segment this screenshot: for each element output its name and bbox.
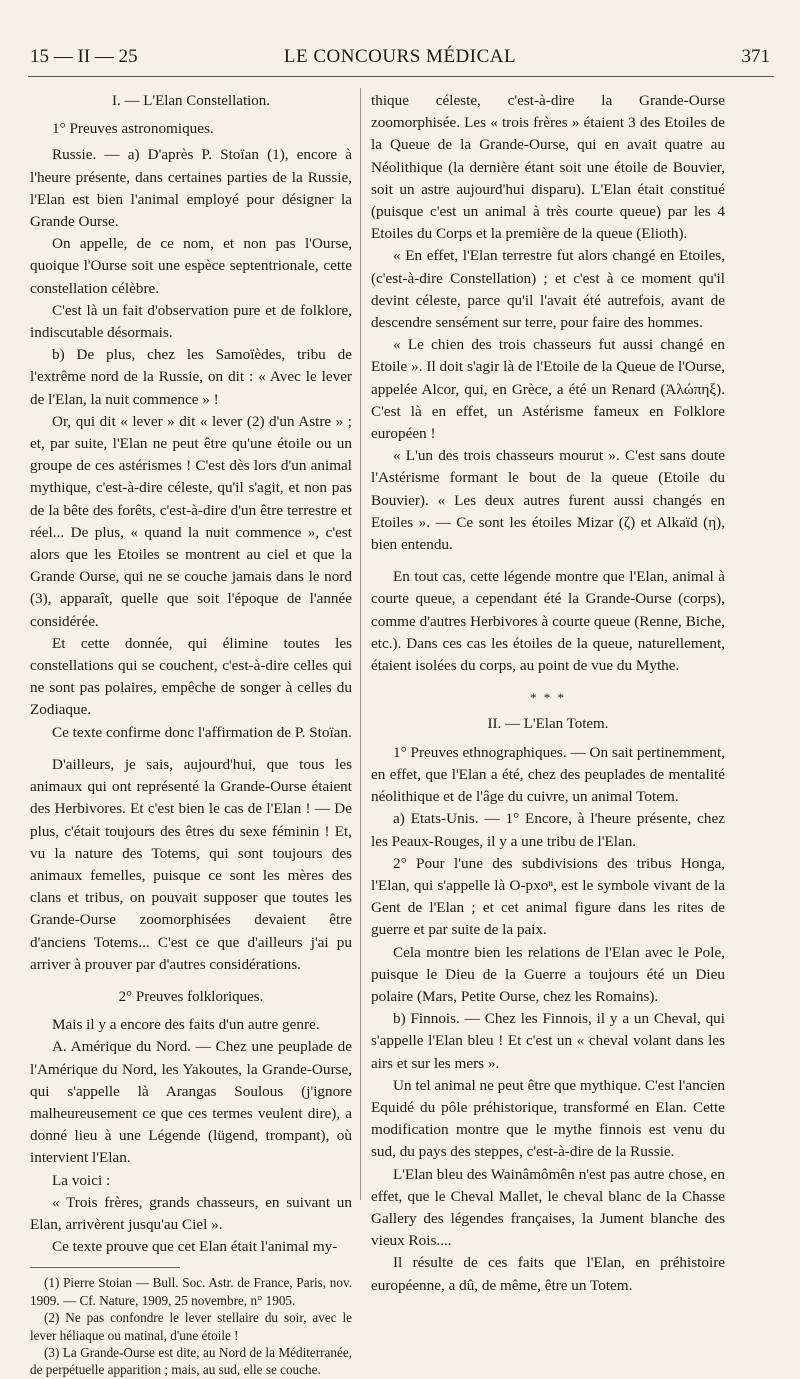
paragraph: Ce texte confirme donc l'affirmation de P. Stoïan. xyxy=(52,723,352,741)
footnote-rule xyxy=(30,1267,180,1268)
paragraph: 1° Preuves ethnographiques. — On sait pertinemment, en effet, que l'Elan a été, chez des peuplades de mentalité néolithique et de l'âge du cuivre, un animal Totem. xyxy=(371,743,725,806)
paragraph: On appelle, de ce nom, et non pas l'Ourse, quoique l'Ourse soit une espèce septentrionale, cette constellation célèbre. xyxy=(30,235,352,297)
paragraph: thique céleste, c'est-à-dire la Grande-Ourse zoomorphisée. Les « trois frères » étaient 3 des Etoiles de la Queue de la Grande-Ourse, qui en avait quatre au Néolithique (la dernière étant soit une étoile de Bouvier, soit un astre aujourd'hui disparu). L'Elan était constitué (puisque c'est un animal à très courte queue) par les 4 Etoiles du Corps et la première de la queue (Elioth). xyxy=(371,92,725,243)
right-column xyxy=(371,90,725,1297)
header-rule xyxy=(28,76,774,77)
running-header xyxy=(30,46,770,72)
paragraph: A. Amérique du Nord. — Chez une peuplade de l'Amérique du Nord, les Yakoutes, la Grande-Ourse, qui s'appelle là Arangas Soulous (j'ignore malheureusement ce que ces termes veulent dire), a donné lieu à une Légende (lügend, trompant), où intervient l'Elan. xyxy=(30,1038,352,1167)
paragraph: La voici : xyxy=(52,1171,111,1189)
paragraph: « En effet, l'Elan terrestre fut alors changé en Etoiles, (c'est-à-dire Constellation) ; et c'est à ce moment qu'il devint céleste, parce qu'il l'avait été autrefois, avant de descendre sensément sur terre, pour faire des hommes. xyxy=(371,247,725,332)
paragraph: Mais il y a encore des faits d'un autre genre. xyxy=(52,1016,320,1034)
paragraph: a) Etats-Unis. — 1° Encore, à l'heure présente, chez les Peaux-Rouges, il y a une tribu de l'Elan. xyxy=(371,810,725,850)
paragraph: 2° Pour l'une des subdivisions des tribus Honga, l'Elan, qui s'appelle là O-pxoⁿ, est le symbole vivant de la Gent de l'Elan ; et cet animal figure dans les rites de guerre et par suite de la paix. xyxy=(371,854,725,939)
paragraph: b) Finnois. — Chez les Finnois, il y a un Cheval, qui s'appelle l'Elan bleu ! Et c'est un « cheval volant dans les airs et sur les mers ». xyxy=(371,1010,725,1072)
paragraph: Or, qui dit « lever » dit « lever (2) d'un Astre » ; et, par suite, l'Elan ne peut être qu'une étoile ou un groupe de ces astérismes ! C'est dès lors d'un animal mythique, c'est-à-dire céleste, qu'il s'agit, et non pas de la bête des forêts, c'est-à-dire d'un être terrestre et réel... De plus, « quand la nuit commence », c'est alors que les Etoiles se montrent au ciel et que la Grande Ourse, qui ne se couche jamais dans le nord (3), apparaît, quelle que soit l'époque de l'année considérée. xyxy=(30,412,352,630)
section-separator-stars: * * * xyxy=(530,690,566,706)
footnote-1: (1) Pierre Stoian — Bull. Soc. Astr. de France, Paris, nov. 1909. — Cf. Nature, 1909, 25 novembre, n° 1905. xyxy=(30,1275,352,1308)
subheading-folklore: 2° Preuves folkloriques. xyxy=(118,988,264,1005)
page-number: 371 xyxy=(741,46,770,67)
paragraph: En tout cas, cette légende montre que l'Elan, animal à courte queue, a cependant été la Grande-Ourse (corps), comme d'autres Herbivores à courte queue (Renne, Biche, etc.). Dans ces cas les étoiles de la queue, naturellement, étaient isolées du corps, au point de vue du Mythe. xyxy=(371,568,725,675)
footnote-2: (2) Ne pas confondre le lever stellaire du soir, avec le lever héliaque ou matinal, d'une étoile ! xyxy=(30,1310,352,1343)
subheading-astronomical: 1° Preuves astronomiques. xyxy=(52,120,214,138)
issue-reference: 15 — II — 25 xyxy=(30,46,138,67)
section-heading-2: II. — L'Elan Totem. xyxy=(487,716,609,733)
paragraph: Cela montre bien les relations de l'Elan avec le Pole, puisque le Dieu de la Guerre a toujours été un Dieu polaire (Mars, Petite Ourse, chez les Romains). xyxy=(371,943,725,1005)
paragraph: D'ailleurs, je sais, aujourd'hui, que tous les animaux qui ont représenté la Grande-Ourse étaient des Herbivores. Et c'est bien le cas de l'Elan ! — De plus, c'était toujours des êtres du sexe féminin ! Et, vu la nature des Totems, qui sont toujours des animaux femelles, puisque ce sont les mères des clans et tribus, on pouvait supposer que toutes les Grande-Ourse zoomorphisées devaient être d'anciens Totems... C'est ce que d'ailleurs j'ai pu arriver à prouver par d'autres considérations. xyxy=(30,755,352,973)
paragraph: L'Elan bleu des Wainâmômên n'est pas autre chose, en effet, que le Cheval Mallet, le cheval blanc de la Chasse Gallery des légendes françaises, la Jument blanche des vieux Rois.... xyxy=(371,1165,725,1250)
section-heading-1: I. — L'Elan Constellation. xyxy=(111,93,271,109)
paragraph: Ce texte prouve que cet Elan était l'animal my- xyxy=(52,1238,338,1256)
paragraph: « L'un des trois chasseurs mourut ». C'est sans doute l'Astérisme formant le bout de la queue (Etoile du Bouvier). « Les deux autres furent aussi changés en Etoiles ». — Ce sont les étoiles Mizar (ζ) et Alkaïd (η), bien entendu. xyxy=(371,447,725,554)
paragraph: Et cette donnée, qui élimine toutes les constellations qui se couchent, c'est-à-dire celles qui ne sont pas polaires, empêche de songer à celles du Zodiaque. xyxy=(30,634,352,719)
footnotes xyxy=(30,1274,352,1378)
paragraph: Russie. — a) D'après P. Stoïan (1), encore à l'heure présente, dans certaines parties de la Russie, l'Elan est bien l'animal employé pour désigner la Grande Ourse. xyxy=(30,146,352,231)
paragraph: « Le chien des trois chasseurs fut aussi changé en Etoile ». Il doit s'agir là de l'Etoile de la Queue de l'Ourse, appelée Alcor, qui, en Grèce, a été un Renard (Ἀλώπηξ). C'est là en effet, un Astérisme fameux en Folklore européen ! xyxy=(371,336,725,443)
column-divider xyxy=(360,88,361,1200)
paragraph: b) De plus, chez les Samoïèdes, tribu de l'extrême nord de la Russie, on dit : « Avec le lever de l'Elan, la nuit commence » ! xyxy=(30,346,352,408)
paragraph: « Trois frères, grands chasseurs, en suivant un Elan, arrivèrent jusqu'au Ciel ». xyxy=(30,1193,352,1233)
footnote-3: (3) La Grande-Ourse est dite, au Nord de la Méditerranée, de perpétuelle apparition ; mais, au sud, elle se couche. xyxy=(30,1344,352,1378)
left-column xyxy=(30,90,352,1379)
paragraph: Il résulte de ces faits que l'Elan, en préhistoire européenne, a dû, de même, être un Totem. xyxy=(371,1254,725,1294)
paragraph: C'est là un fait d'observation pure et de folklore, indiscutable désormais. xyxy=(30,301,352,342)
journal-title: LE CONCOURS MÉDICAL xyxy=(283,46,517,67)
paragraph: Un tel animal ne peut être que mythique. C'est l'ancien Equidé du pôle préhistorique, transformé en Elan. Cette modification montre que le mythe finnois est venu du sud, du pays des steppes, c'est-à-dire de la Russie. xyxy=(371,1076,725,1161)
